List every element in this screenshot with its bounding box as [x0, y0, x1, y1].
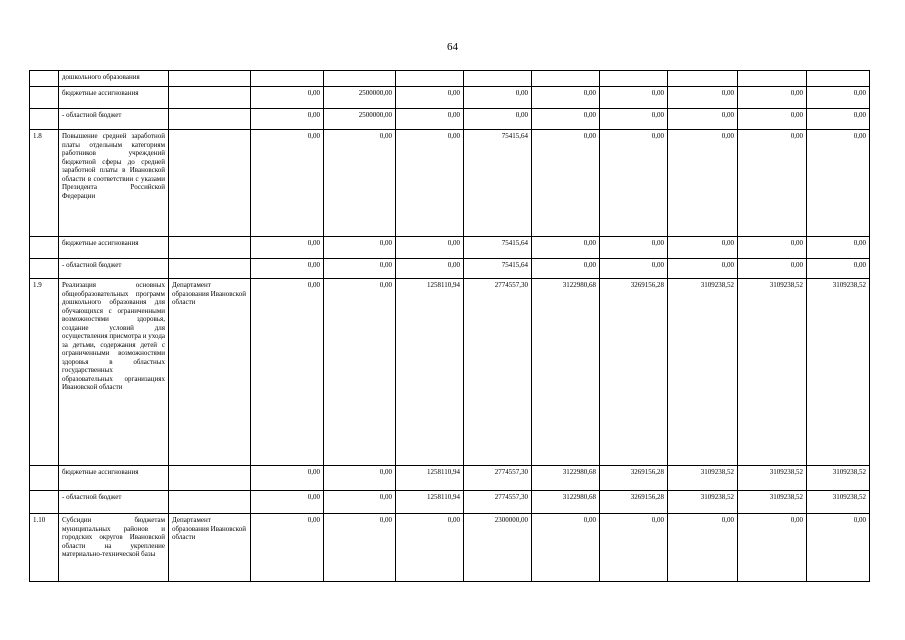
row-value-cell: 0,00	[324, 279, 396, 466]
row-value-cell: 3109238,52	[807, 491, 870, 514]
row-value-cell: 0,00	[738, 514, 807, 582]
row-value-cell: 0,00	[600, 237, 668, 259]
table-row	[30, 109, 870, 130]
row-value-cell: 0,00	[396, 237, 464, 259]
row-name-cell: - областной бюджет	[59, 109, 169, 130]
row-value-cell: 0,00	[600, 259, 668, 279]
row-value-cell: 3109238,52	[738, 466, 807, 491]
row-value-cell: 0,00	[251, 130, 324, 237]
row-executor-cell: Департамент образования Ивановской области	[169, 279, 251, 466]
row-value-cell: 0,00	[807, 237, 870, 259]
row-value-cell	[324, 71, 396, 87]
row-value-cell: 0,00	[807, 514, 870, 582]
row-value-cell: 0,00	[600, 130, 668, 237]
row-value-cell	[738, 71, 807, 87]
row-value-cell: 0,00	[807, 87, 870, 109]
row-value-cell: 0,00	[396, 109, 464, 130]
row-name-cell: Повышение средней заработной платы отдельным категориям работников учреждений бюджетной сферы до средней заработной платы в Ивановской области в соответствии с указами Президента Российской Федерации	[59, 130, 169, 237]
table-row	[30, 466, 870, 491]
row-value-cell: 0,00	[532, 514, 600, 582]
row-executor-cell: Департамент образования Ивановской области	[169, 514, 251, 582]
row-value-cell: 0,00	[251, 87, 324, 109]
row-value-cell: 0,00	[668, 130, 738, 237]
page-number: 64	[447, 41, 458, 53]
row-index-cell	[30, 71, 59, 87]
row-value-cell: 3122980,68	[532, 491, 600, 514]
row-value-cell: 3109238,52	[807, 466, 870, 491]
row-executor-cell	[169, 237, 251, 259]
row-value-cell: 0,00	[807, 130, 870, 237]
row-value-cell	[251, 71, 324, 87]
row-value-cell: 3122980,68	[532, 279, 600, 466]
row-value-cell: 3109238,52	[668, 466, 738, 491]
row-value-cell: 0,00	[668, 109, 738, 130]
row-value-cell: 0,00	[532, 259, 600, 279]
table-row	[30, 71, 870, 87]
row-value-cell: 0,00	[251, 279, 324, 466]
row-value-cell: 0,00	[396, 514, 464, 582]
row-value-cell: 3109238,52	[668, 491, 738, 514]
row-value-cell	[668, 71, 738, 87]
row-value-cell	[396, 71, 464, 87]
row-value-cell: 1258110,94	[396, 279, 464, 466]
row-value-cell: 0,00	[668, 87, 738, 109]
table-row	[30, 87, 870, 109]
row-index-cell	[30, 491, 59, 514]
row-value-cell: 0,00	[251, 259, 324, 279]
table-row	[30, 259, 870, 279]
row-value-cell: 0,00	[807, 259, 870, 279]
row-executor-cell	[169, 466, 251, 491]
row-value-cell	[600, 71, 668, 87]
row-value-cell: 0,00	[807, 109, 870, 130]
row-index-cell: 1.8	[30, 130, 59, 237]
row-value-cell: 2500000,00	[324, 109, 396, 130]
row-index-cell	[30, 466, 59, 491]
row-index-cell	[30, 87, 59, 109]
row-value-cell: 0,00	[668, 259, 738, 279]
row-value-cell: 75415,64	[464, 130, 532, 237]
row-value-cell: 0,00	[738, 87, 807, 109]
row-value-cell: 0,00	[396, 87, 464, 109]
table-row	[30, 279, 870, 466]
row-value-cell: 1258110,94	[396, 491, 464, 514]
row-value-cell: 0,00	[251, 514, 324, 582]
budget-table	[29, 70, 870, 582]
row-executor-cell	[169, 109, 251, 130]
row-value-cell: 0,00	[738, 109, 807, 130]
row-value-cell: 3109238,52	[738, 491, 807, 514]
row-value-cell: 0,00	[668, 514, 738, 582]
row-value-cell: 0,00	[251, 109, 324, 130]
table-row	[30, 514, 870, 582]
row-value-cell	[532, 71, 600, 87]
row-value-cell: 0,00	[738, 130, 807, 237]
row-value-cell: 2774557,30	[464, 466, 532, 491]
row-executor-cell	[169, 87, 251, 109]
row-value-cell: 0,00	[251, 237, 324, 259]
row-value-cell: 0,00	[532, 87, 600, 109]
row-value-cell: 0,00	[251, 466, 324, 491]
row-value-cell: 3269156,28	[600, 491, 668, 514]
row-value-cell: 0,00	[532, 237, 600, 259]
row-executor-cell	[169, 259, 251, 279]
row-value-cell: 75415,64	[464, 259, 532, 279]
row-value-cell: 0,00	[668, 237, 738, 259]
row-value-cell: 0,00	[600, 514, 668, 582]
table-row	[30, 491, 870, 514]
row-value-cell: 0,00	[324, 491, 396, 514]
row-value-cell: 3122980,68	[532, 466, 600, 491]
row-name-cell: бюджетные ассигнования	[59, 466, 169, 491]
row-value-cell: 0,00	[532, 109, 600, 130]
table-row	[30, 130, 870, 237]
table-row	[30, 237, 870, 259]
row-value-cell: 0,00	[324, 237, 396, 259]
row-value-cell: 0,00	[251, 491, 324, 514]
row-index-cell	[30, 237, 59, 259]
row-name-cell: Субсидии бюджетам муниципальных районов и городских округов Ивановской области на укрепление материально-технической базы	[59, 514, 169, 582]
row-value-cell: 3109238,52	[668, 279, 738, 466]
table-body	[30, 71, 870, 582]
row-value-cell: 2774557,30	[464, 279, 532, 466]
row-value-cell: 3269156,28	[600, 279, 668, 466]
row-name-cell: - областной бюджет	[59, 491, 169, 514]
row-executor-cell	[169, 71, 251, 87]
row-value-cell: 2300000,00	[464, 514, 532, 582]
row-name-cell: бюджетные ассигнования	[59, 87, 169, 109]
row-value-cell: 1258110,94	[396, 466, 464, 491]
row-value-cell: 75415,64	[464, 237, 532, 259]
row-executor-cell	[169, 491, 251, 514]
row-value-cell: 3109238,52	[807, 279, 870, 466]
row-value-cell: 0,00	[532, 130, 600, 237]
row-value-cell: 0,00	[324, 466, 396, 491]
row-value-cell: 0,00	[324, 259, 396, 279]
row-value-cell: 0,00	[600, 109, 668, 130]
row-value-cell	[464, 71, 532, 87]
row-value-cell: 0,00	[324, 130, 396, 237]
row-value-cell: 0,00	[396, 259, 464, 279]
row-name-cell: Реализация основных общеобразовательных программ дошкольного образования для обучающихся с ограниченными возможностями здоровья, создание условий для осуществления присмотра и ухода за детьми, содержания детей с ограниченными возможностями здоровья в областных государственных образовательных организациях Ивановской области	[59, 279, 169, 466]
row-name-cell: - областной бюджет	[59, 259, 169, 279]
row-value-cell: 0,00	[738, 259, 807, 279]
row-value-cell: 3269156,28	[600, 466, 668, 491]
row-index-cell: 1.9	[30, 279, 59, 466]
row-value-cell: 0,00	[324, 514, 396, 582]
row-value-cell	[807, 71, 870, 87]
row-index-cell: 1.10	[30, 514, 59, 582]
row-value-cell: 0,00	[396, 130, 464, 237]
row-value-cell: 0,00	[600, 87, 668, 109]
row-index-cell	[30, 109, 59, 130]
row-value-cell: 0,00	[738, 237, 807, 259]
row-name-cell: дошкольного образования	[59, 71, 169, 87]
row-value-cell: 3109238,52	[738, 279, 807, 466]
row-value-cell: 2774557,30	[464, 491, 532, 514]
row-executor-cell	[169, 130, 251, 237]
row-value-cell: 2500000,00	[324, 87, 396, 109]
row-value-cell: 0,00	[464, 87, 532, 109]
row-value-cell: 0,00	[464, 109, 532, 130]
row-index-cell	[30, 259, 59, 279]
row-name-cell: бюджетные ассигнования	[59, 237, 169, 259]
